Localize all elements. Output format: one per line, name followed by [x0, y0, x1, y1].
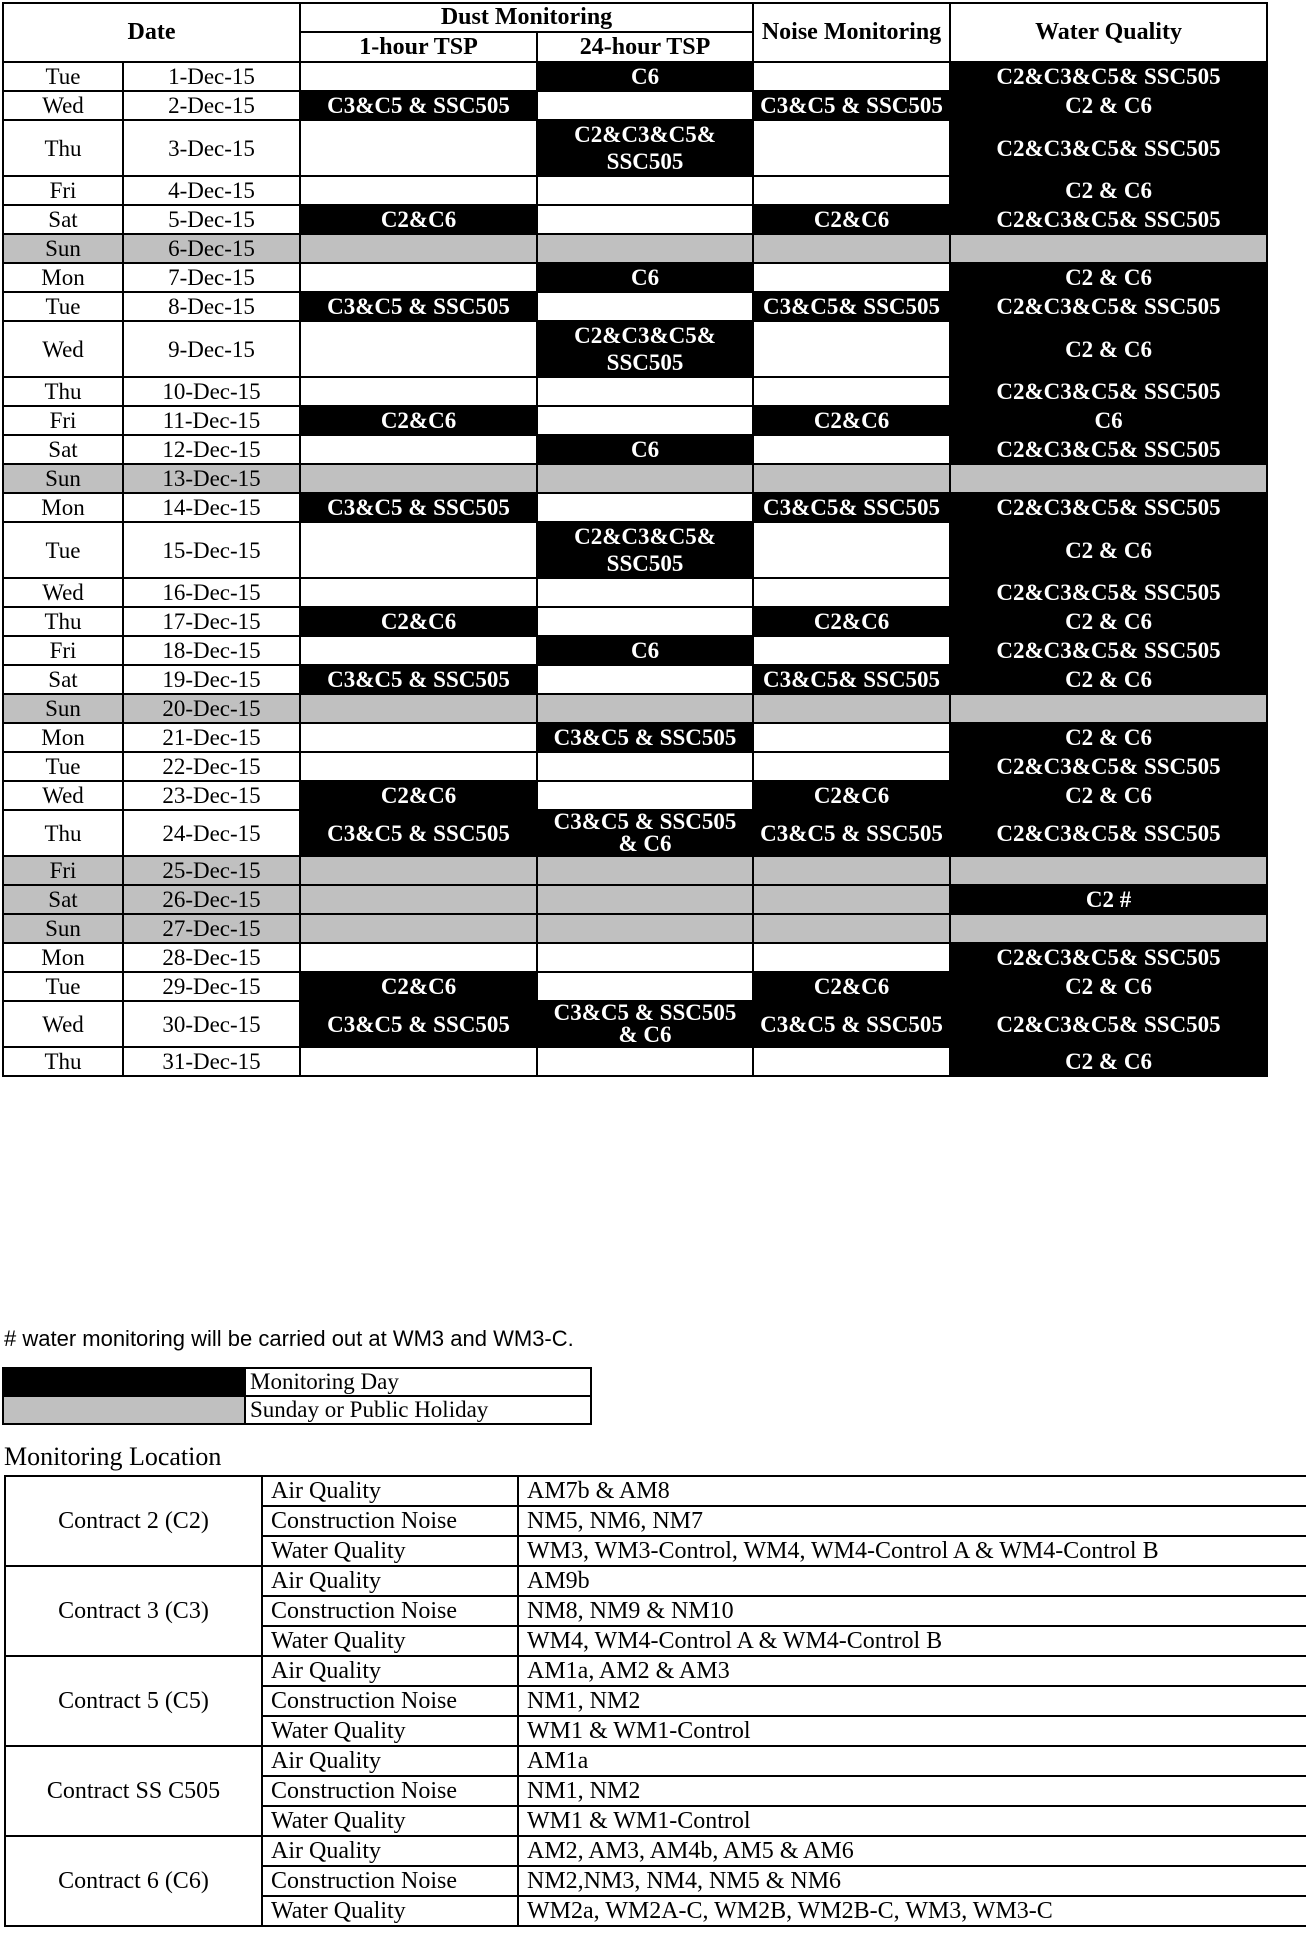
- day-cell: Tue: [3, 972, 123, 1001]
- date-cell: 14-Dec-15: [123, 493, 300, 522]
- schedule-row: [3, 435, 1267, 464]
- day-cell: Wed: [3, 578, 123, 607]
- water-cell: C2 & C6: [950, 1047, 1267, 1076]
- date-cell: 3-Dec-15: [123, 120, 300, 176]
- date-cell: 20-Dec-15: [123, 694, 300, 723]
- noise-cell: [753, 234, 950, 263]
- noise-cell: [753, 321, 950, 377]
- day-cell: Thu: [3, 120, 123, 176]
- date-cell: 2-Dec-15: [123, 91, 300, 120]
- monitoring-location-title: Monitoring Location: [4, 1442, 222, 1471]
- schedule-row: [3, 972, 1267, 1001]
- schedule-row: [3, 234, 1267, 263]
- noise-cell: [753, 856, 950, 885]
- noise-cell: [753, 1047, 950, 1076]
- tsp1-cell: C3&C5 & SSC505: [300, 665, 537, 694]
- date-cell: 31-Dec-15: [123, 1047, 300, 1076]
- day-cell: Wed: [3, 91, 123, 120]
- noise-cell: [753, 263, 950, 292]
- location-list-cell: WM1 & WM1-Control: [518, 1806, 1306, 1836]
- day-cell: Mon: [3, 493, 123, 522]
- location-list-cell: WM2a, WM2A-C, WM2B, WM2B-C, WM3, WM3-C: [518, 1896, 1306, 1926]
- date-cell: 18-Dec-15: [123, 636, 300, 665]
- schedule-row: [3, 636, 1267, 665]
- location-list-cell: NM1, NM2: [518, 1776, 1306, 1806]
- date-cell: 4-Dec-15: [123, 176, 300, 205]
- day-cell: Mon: [3, 943, 123, 972]
- tsp24-cell: [537, 856, 753, 885]
- water-cell: C2 & C6: [950, 781, 1267, 810]
- tsp24-cell: [537, 578, 753, 607]
- contract-cell: Contract 2 (C2): [5, 1476, 262, 1566]
- tsp24-cell: [537, 781, 753, 810]
- tsp24-cell: [537, 176, 753, 205]
- water-cell: C2&C3&C5& SSC505: [950, 292, 1267, 321]
- tsp24-cell: [537, 377, 753, 406]
- schedule-row: [3, 856, 1267, 885]
- schedule-row: [3, 377, 1267, 406]
- water-cell: C2 & C6: [950, 91, 1267, 120]
- tsp1-cell: [300, 176, 537, 205]
- monitoring-type-cell: Water Quality: [262, 1806, 518, 1836]
- tsp24-cell: [537, 665, 753, 694]
- schedule-row: [3, 1001, 1267, 1047]
- tsp24-cell: C6: [537, 435, 753, 464]
- contract-cell: Contract 5 (C5): [5, 1656, 262, 1746]
- noise-cell: C2&C6: [753, 972, 950, 1001]
- noise-cell: C2&C6: [753, 781, 950, 810]
- water-cell: [950, 694, 1267, 723]
- water-cell: C2&C3&C5& SSC505: [950, 578, 1267, 607]
- tsp24-cell: [537, 91, 753, 120]
- tsp1-cell: [300, 62, 537, 91]
- water-cell: C2&C3&C5& SSC505: [950, 493, 1267, 522]
- tsp1-cell: [300, 1047, 537, 1076]
- schedule-body: [3, 62, 1267, 1076]
- schedule-row: [3, 943, 1267, 972]
- day-cell: Wed: [3, 321, 123, 377]
- noise-cell: [753, 578, 950, 607]
- day-cell: Thu: [3, 1047, 123, 1076]
- water-cell: [950, 856, 1267, 885]
- date-cell: 28-Dec-15: [123, 943, 300, 972]
- location-row: [5, 1746, 1306, 1776]
- noise-cell: [753, 943, 950, 972]
- water-cell: [950, 464, 1267, 493]
- day-cell: Mon: [3, 263, 123, 292]
- tsp1-cell: C2&C6: [300, 607, 537, 636]
- location-row: [5, 1476, 1306, 1506]
- water-cell: C2&C3&C5& SSC505: [950, 752, 1267, 781]
- tsp1-cell: [300, 578, 537, 607]
- monitoring-type-cell: Water Quality: [262, 1896, 518, 1926]
- location-list-cell: AM7b & AM8: [518, 1476, 1306, 1506]
- tsp1-cell: [300, 120, 537, 176]
- schedule-row: [3, 752, 1267, 781]
- monitoring-type-cell: Construction Noise: [262, 1596, 518, 1626]
- header-1-hour-tsp: 1-hour TSP: [300, 32, 537, 62]
- location-list-cell: NM5, NM6, NM7: [518, 1506, 1306, 1536]
- monitoring-schedule-table: [2, 2, 1268, 1077]
- tsp1-cell: [300, 914, 537, 943]
- noise-cell: [753, 885, 950, 914]
- location-list-cell: AM2, AM3, AM4b, AM5 & AM6: [518, 1836, 1306, 1866]
- date-cell: 8-Dec-15: [123, 292, 300, 321]
- water-cell: C2&C3&C5& SSC505: [950, 205, 1267, 234]
- tsp1-cell: [300, 234, 537, 263]
- legend-swatch-monitoring-day: [3, 1368, 245, 1396]
- tsp1-cell: [300, 435, 537, 464]
- noise-cell: C3&C5& SSC505: [753, 292, 950, 321]
- day-cell: Sun: [3, 694, 123, 723]
- legend: [2, 1367, 592, 1425]
- water-cell: C2&C3&C5& SSC505: [950, 943, 1267, 972]
- tsp24-cell: C2&C3&C5& SSC505: [537, 120, 753, 176]
- schedule-row: [3, 120, 1267, 176]
- header-water-quality: Water Quality: [950, 3, 1267, 62]
- header-dust-monitoring: Dust Monitoring: [300, 3, 753, 32]
- tsp24-cell: [537, 292, 753, 321]
- day-cell: Fri: [3, 406, 123, 435]
- schedule-row: [3, 176, 1267, 205]
- tsp1-cell: C3&C5 & SSC505: [300, 91, 537, 120]
- schedule-row: [3, 665, 1267, 694]
- tsp24-cell: [537, 694, 753, 723]
- tsp1-cell: C3&C5 & SSC505: [300, 810, 537, 856]
- day-cell: Tue: [3, 62, 123, 91]
- date-cell: 9-Dec-15: [123, 321, 300, 377]
- tsp1-cell: [300, 464, 537, 493]
- contract-cell: Contract 3 (C3): [5, 1566, 262, 1656]
- date-cell: 24-Dec-15: [123, 810, 300, 856]
- noise-cell: [753, 723, 950, 752]
- water-cell: C2 & C6: [950, 263, 1267, 292]
- date-cell: 1-Dec-15: [123, 62, 300, 91]
- tsp24-cell: [537, 406, 753, 435]
- tsp1-cell: C3&C5 & SSC505: [300, 1001, 537, 1047]
- day-cell: Wed: [3, 781, 123, 810]
- location-list-cell: WM4, WM4-Control A & WM4-Control B: [518, 1626, 1306, 1656]
- monitoring-type-cell: Air Quality: [262, 1746, 518, 1776]
- contract-cell: Contract 6 (C6): [5, 1836, 262, 1926]
- water-cell: C2&C3&C5& SSC505: [950, 1001, 1267, 1047]
- tsp24-cell: C3&C5 & SSC505: [537, 723, 753, 752]
- location-list-cell: NM1, NM2: [518, 1686, 1306, 1716]
- tsp24-cell: [537, 943, 753, 972]
- tsp24-cell: C3&C5 & SSC505 & C6: [537, 810, 753, 856]
- day-cell: Sun: [3, 234, 123, 263]
- water-cell: C2&C3&C5& SSC505: [950, 636, 1267, 665]
- noise-cell: [753, 176, 950, 205]
- date-cell: 5-Dec-15: [123, 205, 300, 234]
- tsp24-cell: [537, 234, 753, 263]
- noise-cell: C3&C5 & SSC505: [753, 810, 950, 856]
- schedule-row: [3, 321, 1267, 377]
- water-cell: C2&C3&C5& SSC505: [950, 120, 1267, 176]
- water-cell: C6: [950, 406, 1267, 435]
- tsp1-cell: C2&C6: [300, 205, 537, 234]
- monitoring-type-cell: Air Quality: [262, 1566, 518, 1596]
- date-cell: 19-Dec-15: [123, 665, 300, 694]
- location-list-cell: NM2,NM3, NM4, NM5 & NM6: [518, 1866, 1306, 1896]
- water-cell: [950, 914, 1267, 943]
- noise-cell: [753, 914, 950, 943]
- water-cell: C2 #: [950, 885, 1267, 914]
- tsp24-cell: C2&C3&C5& SSC505: [537, 522, 753, 578]
- day-cell: Tue: [3, 522, 123, 578]
- water-cell: C2 & C6: [950, 972, 1267, 1001]
- location-row: [5, 1836, 1306, 1866]
- date-cell: 11-Dec-15: [123, 406, 300, 435]
- noise-cell: C2&C6: [753, 406, 950, 435]
- day-cell: Fri: [3, 176, 123, 205]
- monitoring-type-cell: Air Quality: [262, 1656, 518, 1686]
- day-cell: Thu: [3, 377, 123, 406]
- noise-cell: [753, 522, 950, 578]
- schedule-row: [3, 91, 1267, 120]
- water-cell: C2 & C6: [950, 723, 1267, 752]
- noise-cell: C2&C6: [753, 607, 950, 636]
- date-cell: 21-Dec-15: [123, 723, 300, 752]
- day-cell: Mon: [3, 723, 123, 752]
- tsp24-cell: [537, 1047, 753, 1076]
- monitoring-type-cell: Air Quality: [262, 1836, 518, 1866]
- date-cell: 10-Dec-15: [123, 377, 300, 406]
- schedule-row: [3, 406, 1267, 435]
- noise-cell: [753, 435, 950, 464]
- date-cell: 7-Dec-15: [123, 263, 300, 292]
- monitoring-type-cell: Construction Noise: [262, 1866, 518, 1896]
- schedule-row: [3, 464, 1267, 493]
- water-cell: C2 & C6: [950, 607, 1267, 636]
- day-cell: Fri: [3, 856, 123, 885]
- date-cell: 17-Dec-15: [123, 607, 300, 636]
- location-body: [5, 1476, 1306, 1926]
- schedule-row: [3, 205, 1267, 234]
- water-cell: [950, 234, 1267, 263]
- monitoring-type-cell: Construction Noise: [262, 1506, 518, 1536]
- monitoring-type-cell: Water Quality: [262, 1626, 518, 1656]
- date-cell: 16-Dec-15: [123, 578, 300, 607]
- contract-cell: Contract SS C505: [5, 1746, 262, 1836]
- day-cell: Wed: [3, 1001, 123, 1047]
- schedule-row: [3, 885, 1267, 914]
- tsp1-cell: [300, 263, 537, 292]
- tsp1-cell: C3&C5 & SSC505: [300, 493, 537, 522]
- tsp24-cell: [537, 972, 753, 1001]
- tsp1-cell: [300, 943, 537, 972]
- day-cell: Sun: [3, 464, 123, 493]
- date-cell: 6-Dec-15: [123, 234, 300, 263]
- schedule-row: [3, 694, 1267, 723]
- legend-label-holiday: Sunday or Public Holiday: [245, 1396, 591, 1424]
- water-monitoring-note: # water monitoring will be carried out at WM3 and WM3-C.: [4, 1326, 574, 1351]
- tsp1-cell: [300, 752, 537, 781]
- legend-label-monitoring-day: Monitoring Day: [245, 1368, 591, 1396]
- schedule-row: [3, 781, 1267, 810]
- tsp24-cell: [537, 914, 753, 943]
- monitoring-location-table: [4, 1475, 1306, 1927]
- location-list-cell: WM3, WM3-Control, WM4, WM4-Control A & WM4-Control B: [518, 1536, 1306, 1566]
- monitoring-type-cell: Air Quality: [262, 1476, 518, 1506]
- monitoring-type-cell: Construction Noise: [262, 1776, 518, 1806]
- day-cell: Fri: [3, 636, 123, 665]
- tsp24-cell: C6: [537, 636, 753, 665]
- schedule-row: [3, 292, 1267, 321]
- tsp24-cell: [537, 752, 753, 781]
- noise-cell: C3&C5 & SSC505: [753, 1001, 950, 1047]
- tsp1-cell: [300, 723, 537, 752]
- noise-cell: [753, 464, 950, 493]
- tsp1-cell: C3&C5 & SSC505: [300, 292, 537, 321]
- water-cell: C2 & C6: [950, 176, 1267, 205]
- tsp24-cell: [537, 607, 753, 636]
- day-cell: Sat: [3, 205, 123, 234]
- schedule-row: [3, 493, 1267, 522]
- noise-cell: C3&C5& SSC505: [753, 493, 950, 522]
- date-cell: 15-Dec-15: [123, 522, 300, 578]
- water-cell: C2&C3&C5& SSC505: [950, 62, 1267, 91]
- tsp24-cell: [537, 464, 753, 493]
- tsp24-cell: C6: [537, 263, 753, 292]
- schedule-row: [3, 723, 1267, 752]
- location-row: [5, 1656, 1306, 1686]
- tsp24-cell: C2&C3&C5& SSC505: [537, 321, 753, 377]
- date-cell: 22-Dec-15: [123, 752, 300, 781]
- location-list-cell: WM1 & WM1-Control: [518, 1716, 1306, 1746]
- water-cell: C2 & C6: [950, 522, 1267, 578]
- tsp24-cell: [537, 493, 753, 522]
- day-cell: Sat: [3, 885, 123, 914]
- date-cell: 25-Dec-15: [123, 856, 300, 885]
- tsp1-cell: [300, 856, 537, 885]
- date-cell: 27-Dec-15: [123, 914, 300, 943]
- tsp1-cell: [300, 636, 537, 665]
- location-list-cell: NM8, NM9 & NM10: [518, 1596, 1306, 1626]
- water-cell: C2&C3&C5& SSC505: [950, 435, 1267, 464]
- legend-swatch-holiday: [3, 1396, 245, 1424]
- water-cell: C2&C3&C5& SSC505: [950, 377, 1267, 406]
- schedule-row: [3, 607, 1267, 636]
- location-list-cell: AM1a, AM2 & AM3: [518, 1656, 1306, 1686]
- water-cell: C2 & C6: [950, 665, 1267, 694]
- location-row: [5, 1566, 1306, 1596]
- noise-cell: [753, 752, 950, 781]
- date-cell: 29-Dec-15: [123, 972, 300, 1001]
- schedule-row: [3, 914, 1267, 943]
- noise-cell: [753, 62, 950, 91]
- day-cell: Sat: [3, 665, 123, 694]
- day-cell: Thu: [3, 607, 123, 636]
- date-cell: 30-Dec-15: [123, 1001, 300, 1047]
- noise-cell: [753, 636, 950, 665]
- tsp1-cell: [300, 522, 537, 578]
- date-cell: 23-Dec-15: [123, 781, 300, 810]
- location-list-cell: AM9b: [518, 1566, 1306, 1596]
- header-24-hour-tsp: 24-hour TSP: [537, 32, 753, 62]
- date-cell: 12-Dec-15: [123, 435, 300, 464]
- tsp24-cell: C6: [537, 62, 753, 91]
- day-cell: Tue: [3, 752, 123, 781]
- tsp1-cell: [300, 694, 537, 723]
- schedule-row: [3, 263, 1267, 292]
- location-list-cell: AM1a: [518, 1746, 1306, 1776]
- monitoring-type-cell: Construction Noise: [262, 1686, 518, 1716]
- noise-cell: [753, 694, 950, 723]
- date-cell: 13-Dec-15: [123, 464, 300, 493]
- noise-cell: C3&C5& SSC505: [753, 665, 950, 694]
- day-cell: Tue: [3, 292, 123, 321]
- tsp1-cell: C2&C6: [300, 972, 537, 1001]
- tsp24-cell: [537, 885, 753, 914]
- day-cell: Thu: [3, 810, 123, 856]
- noise-cell: C2&C6: [753, 205, 950, 234]
- tsp1-cell: C2&C6: [300, 406, 537, 435]
- water-cell: C2&C3&C5& SSC505: [950, 810, 1267, 856]
- tsp1-cell: [300, 321, 537, 377]
- monitoring-type-cell: Water Quality: [262, 1716, 518, 1746]
- tsp1-cell: C2&C6: [300, 781, 537, 810]
- header-date: Date: [3, 3, 300, 62]
- schedule-row: [3, 522, 1267, 578]
- noise-cell: [753, 377, 950, 406]
- schedule-row: [3, 1047, 1267, 1076]
- monitoring-type-cell: Water Quality: [262, 1536, 518, 1566]
- date-cell: 26-Dec-15: [123, 885, 300, 914]
- schedule-row: [3, 62, 1267, 91]
- tsp24-cell: [537, 205, 753, 234]
- tsp1-cell: [300, 377, 537, 406]
- tsp24-cell: C3&C5 & SSC505 & C6: [537, 1001, 753, 1047]
- tsp1-cell: [300, 885, 537, 914]
- day-cell: Sun: [3, 914, 123, 943]
- header-noise-monitoring: Noise Monitoring: [753, 3, 950, 62]
- schedule-row: [3, 578, 1267, 607]
- schedule-row: [3, 810, 1267, 856]
- noise-cell: [753, 120, 950, 176]
- day-cell: Sat: [3, 435, 123, 464]
- water-cell: C2 & C6: [950, 321, 1267, 377]
- noise-cell: C3&C5 & SSC505: [753, 91, 950, 120]
